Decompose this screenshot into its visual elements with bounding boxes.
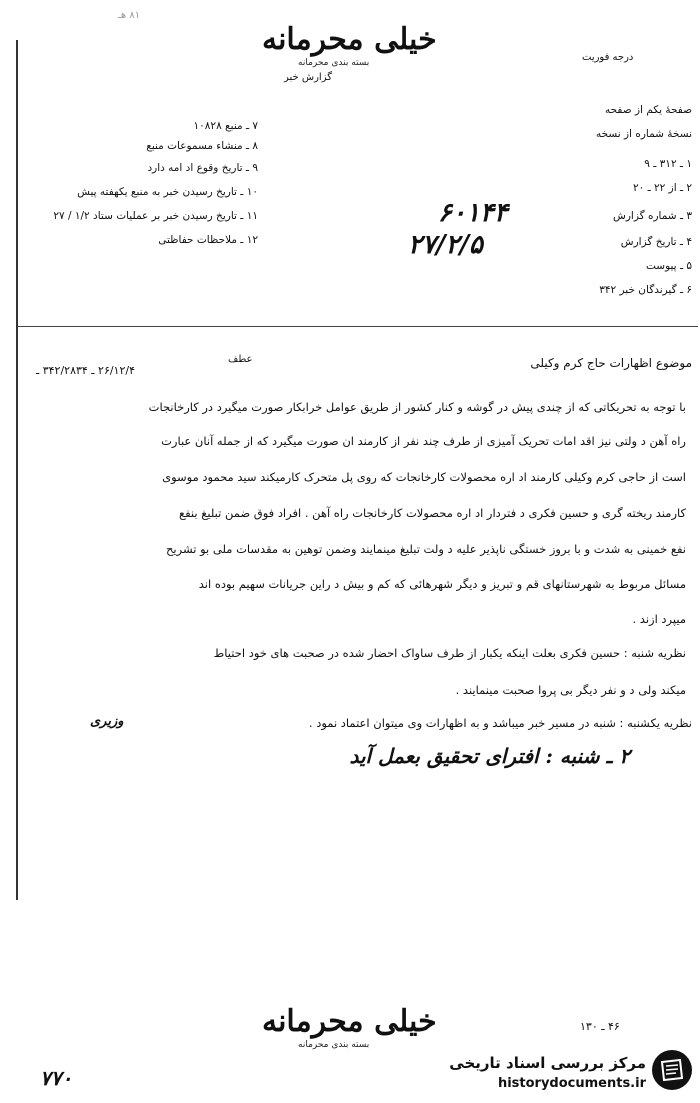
body-line-6: مسائل مربوط به شهرستانهای قم و تبریز و دیگر شهرهائی که کم و بیش د راین جریانات سهیم بوده اند [198,577,686,591]
classification-stamp-top-sub: بسته بندی محرمانه [298,58,370,68]
left-field-11: ۱۱ ـ تاریخ رسیدن خبر بر عملیات ستاد ۱/۲ / ۲۷ [53,210,258,222]
classification-stamp-bottom-sub: بسته بندی محرمانه [298,1040,370,1050]
body-line-2: راه آهن د ولتی نیز اقد امات تحریک آمیزی از طرف چند نفر از کارمند ان صورت میگیرد که از جمله آنان عبارت [161,434,686,448]
archive-logo-icon [652,1050,692,1090]
note-saturday-line-1: نظریه شنبه : حسین فکری بعلت اینکه یکبار از طرف ساواک احضار شده در صحبت های خود احتیاط [213,646,686,660]
body-line-7: میپرد ازند . [632,612,686,626]
right-field-1: صفحهٔ یکم از صفحه [605,104,692,116]
left-field-10: ۱۰ ـ تاریخ رسیدن خبر به منبع یکهفته پیش [77,186,258,198]
bottom-code: ۴۶ ـ ۱۳۰ [580,1020,620,1033]
right-field-4: ۲ ـ از ۲۲ ـ ۲۰ [632,182,692,194]
left-field-12: ۱۲ ـ ملاحظات حفاظتی [158,234,258,246]
right-field-6: ۴ ـ تاریخ گزارش [620,236,692,248]
note-sunday-signature: وزیری [90,714,124,729]
right-field-7: ۵ ـ پیوست [645,260,692,272]
left-field-8: ۸ ـ منشاء مسموعات منبع [146,140,258,152]
body-line-3: است از حاجی کرم وکیلی کارمند اد اره محصولات کارخانجات که روی پل متحرک کارمیکند سید محمود موسوی [162,470,686,484]
header-divider [18,326,698,327]
archive-name-persian: مرکز بررسی اسناد تاریخی [449,1054,646,1072]
handwritten-note: ۲ ـ شنبه : افترای تحقیق بعمل آید [349,744,630,768]
archive-watermark [420,1040,700,1103]
classification-stamp-bottom: خیلی محرمانه [262,1004,437,1039]
right-field-2: نسخهٔ شماره از نسخه [595,128,692,140]
right-field-5: ۳ ـ شماره گزارش [613,210,692,222]
top-faint-mark: ۸۱ هـ [118,10,141,21]
body-line-5: نفع خمینی به شدت و با بروز خستگی ناپذیر علیه د ولت تبلیغ مینمایند وضمن توهین به مقدسات ملی بو تشریح [166,542,686,556]
reference-label: عطف [228,354,253,365]
urgency-label: درجه فوریت [582,52,634,63]
left-field-9: ۹ ـ تاریخ وقوع اد امه دارد [147,162,258,174]
handwritten-report-number: ۶۰۱۴۴ [438,198,508,228]
body-line-1: با توجه به تحریکاتی که از چندی پیش در گوشه و کنار کشور از طریق عوامل خرابکار صورت میگیرد در کارخانجات [148,400,686,414]
corner-number: ۷۷۰ [40,1066,73,1090]
note-saturday-line-2: میکند ولی د و نفر دیگر بی پروا صحبت مینمایند . [455,683,686,697]
right-field-3: ۱ ـ ۳۱۲ ـ ۹ [644,158,692,170]
right-field-8: ۶ ـ گیرندگان خبر ۳۴۲ [599,284,692,296]
subject-line: موضوع اظهارات حاج کرم وکیلی [530,356,692,370]
reference-number: ۲۶/۱۲/۴ ـ ۳۴۲/۲۸۳۴ ـ [36,364,135,377]
body-line-4: کارمند ریخته گری و حسین فکری د فتردار اد اره محصولات کارخانجات راه آهن . افراد فوق ضمن تبلیغ بنفع [178,506,686,520]
left-field-7: ۷ ـ منبع ۱۰۸۲۸ [193,120,258,132]
classification-stamp-top: خیلی محرمانه [262,22,437,57]
archive-website: historydocuments.ir [497,1076,646,1091]
note-sunday: نظریه یکشنبه : شنبه در مسیر خبر میباشد و به اظهارات وی میتوان اعتماد نمود . [308,716,692,730]
report-type-label: گزارش خبر [284,72,332,83]
handwritten-report-date: ۲۷/۲/۵ [408,230,483,260]
